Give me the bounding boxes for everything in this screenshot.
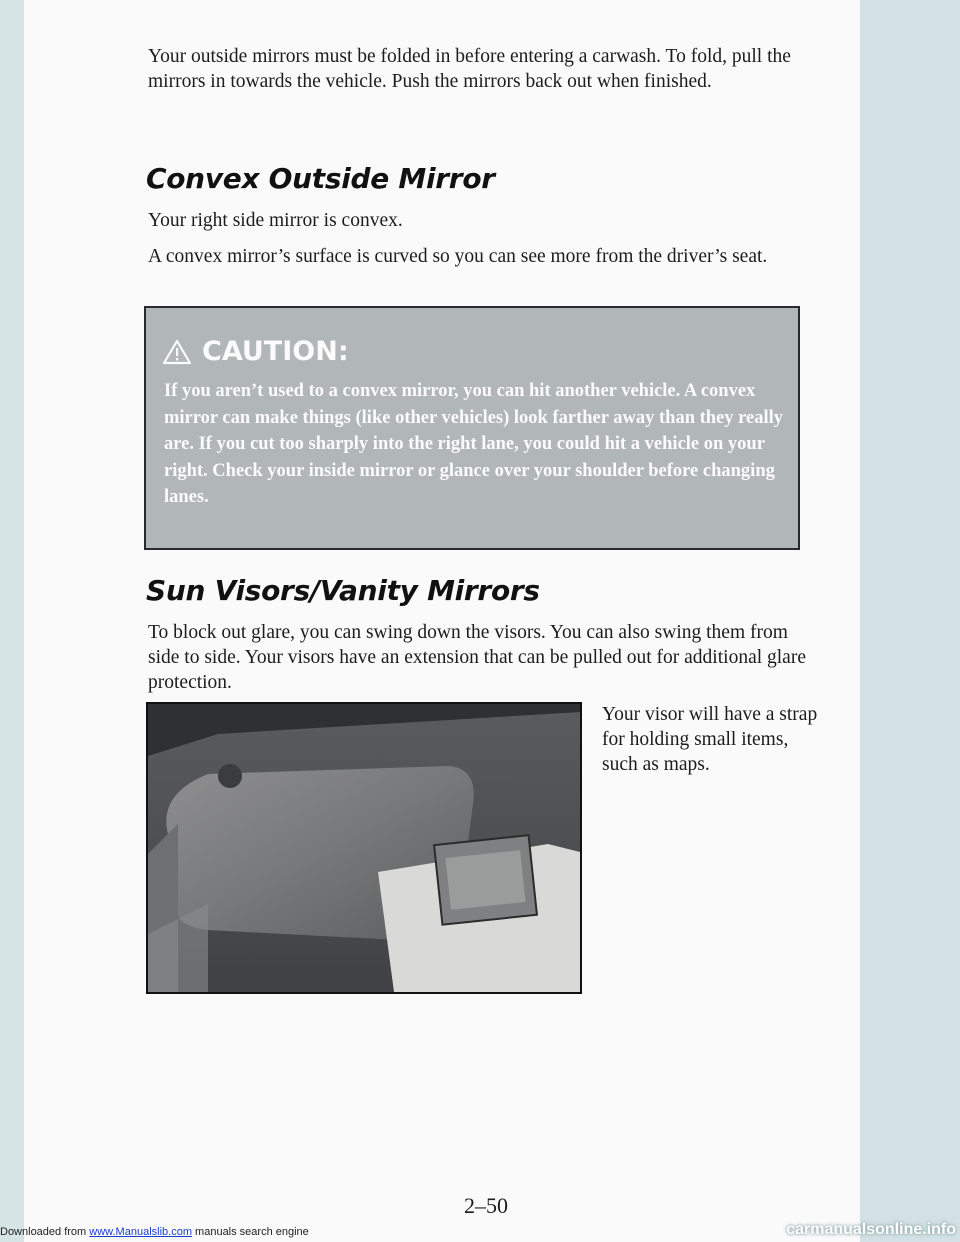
page-number: 2–50 (464, 1193, 508, 1218)
page-gutter (860, 0, 960, 1242)
caution-text: If you aren’t used to a convex mirror, you can hit another vehicle. A convex mirror can make things (like other vehicles) look farther away than they really are. If you cut too sharply into the right lane, you could hit a vehicle on your right. Check your inside mirror or glance over your shoulder before changing lanes. (164, 381, 784, 507)
caution-title: CAUTION: (202, 336, 349, 367)
convex-paragraph-2: A convex mirror’s surface is curved so you can see more from the driver’s seat. (148, 246, 768, 267)
warning-triangle-icon (162, 339, 192, 365)
convex-paragraph-1: Your right side mirror is convex. (148, 210, 403, 231)
sun-visor-photo (146, 702, 582, 994)
sun-visors-paragraph: To block out glare, you can swing down the visors. You can also swing them from side to side. Your visors have an extension that can be pulled out for additional glare protection. (148, 622, 806, 693)
carwash-paragraph: Your outside mirrors must be folded in before entering a carwash. To fold, pull the mirrors in towards the vehicle. Push the mirrors back out when finished. (148, 46, 791, 92)
manualslib-link[interactable]: www.Manualslib.com (89, 1226, 192, 1238)
footer-prefix: Downloaded from (0, 1226, 87, 1238)
download-footer (0, 1226, 309, 1238)
caution-header (162, 336, 349, 367)
footer-suffix: manuals search engine (195, 1226, 309, 1238)
sun-visors-heading: Sun Visors/Vanity Mirrors (146, 574, 540, 607)
visor-strap-text: Your visor will have a strap for holding small items, such as maps. (602, 704, 818, 775)
watermark: carmanualsonline.info (786, 1221, 956, 1238)
convex-mirror-heading: Convex Outside Mirror (146, 162, 495, 195)
caution-box (144, 306, 800, 550)
